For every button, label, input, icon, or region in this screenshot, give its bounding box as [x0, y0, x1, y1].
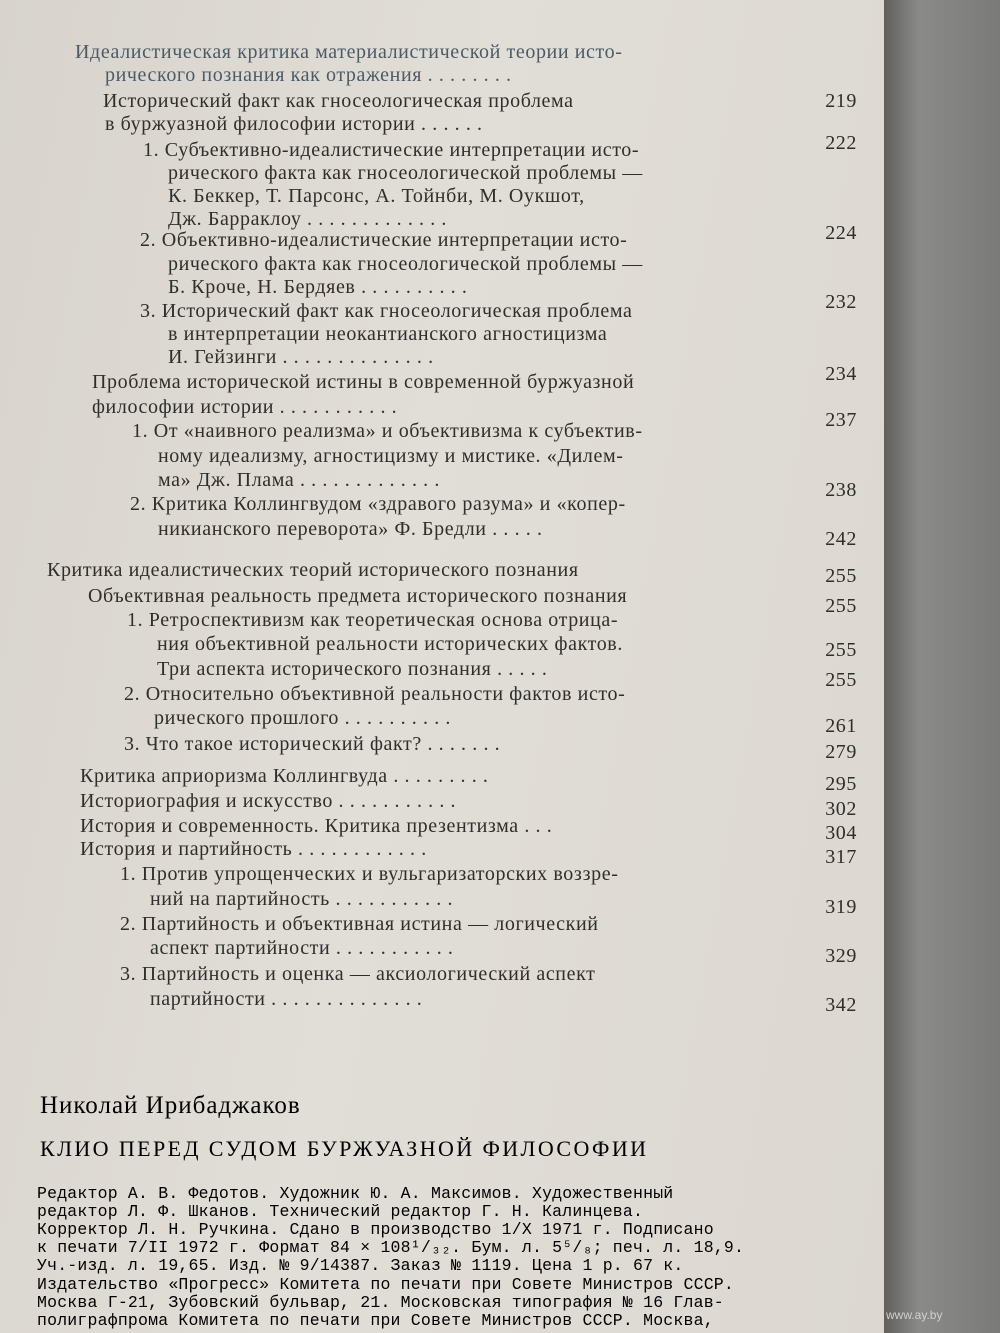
toc-line: 3. Исторический факт как гносеологическая проблема	[140, 300, 633, 322]
toc-line: 2. Объективно-идеалистические интерпретации исто-	[140, 229, 628, 251]
toc-line: Проблема исторической истины в современной буржуазной	[92, 371, 635, 393]
book-title: КЛИО ПЕРЕД СУДОМ БУРЖУАЗНОЙ ФИЛОСОФИИ	[40, 1136, 649, 1161]
toc-line: Критика идеалистических теорий исторического познания	[47, 559, 579, 581]
toc-line: рического факта как гносеологической проблемы —	[168, 162, 643, 184]
toc-page-number: 302	[825, 798, 857, 820]
toc-page-number: 219	[825, 90, 857, 112]
colophon-line: Москва Г-21, Зубовский бульвар, 21. Московская типография № 16 Глав-	[37, 1293, 724, 1312]
colophon-line: Корректор Л. Н. Ручкина. Сдано в производство 1/X 1971 г. Подписано	[37, 1220, 714, 1239]
toc-line: И. Гейзинги . . . . . . . . . . . . . .	[168, 346, 434, 368]
colophon-line: Редактор А. В. Федотов. Художник Ю. А. Максимов. Художественный	[37, 1184, 674, 1203]
toc-page-number: 255	[825, 595, 857, 617]
toc-page-number: 342	[825, 994, 857, 1016]
page-edge-shadow	[884, 0, 1000, 1333]
toc-page-number: 329	[825, 945, 857, 967]
toc-page-number: 304	[825, 822, 857, 844]
toc-page-number: 295	[825, 773, 857, 795]
toc-line: 1. От «наивного реализма» и объективизма к субъектив-	[132, 420, 643, 442]
toc-line: 3. Что такое исторический факт? . . . . . . .	[124, 733, 501, 755]
colophon-line: полиграфпрома Комитета по печати при Совете Министров СССР. Москва,	[37, 1311, 714, 1330]
toc-line: философии истории . . . . . . . . . . .	[92, 396, 398, 418]
toc-line: Б. Кроче, Н. Бердяев . . . . . . . . . .	[168, 276, 468, 298]
toc-line: рического факта как гносеологической проблемы —	[168, 253, 643, 275]
colophon-line: Уч.-изд. л. 19,65. Изд. № 9/14387. Заказ № 1119. Цена 1 р. 67 к.	[37, 1256, 684, 1275]
toc-page-number: 234	[825, 363, 857, 385]
toc-line: ний на партийность . . . . . . . . . . .	[150, 888, 454, 910]
toc-line: Объективная реальность предмета исторического познания	[88, 585, 628, 607]
toc-line: Историография и искусство . . . . . . . . . . .	[80, 790, 457, 812]
toc-line: 2. Критика Коллингвудом «здравого разума» и «копер-	[130, 493, 626, 515]
toc-line: 1. Против упрощенческих и вульгаризаторских воззре-	[120, 863, 619, 885]
toc-line: в буржуазной философии истории . . . . . .	[105, 113, 483, 135]
author-name: Николай Ирибаджаков	[40, 1092, 301, 1119]
toc-line: Критика априоризма Коллингвуда . . . . . . . . .	[80, 765, 489, 787]
toc-line: 3. Партийность и оценка — аксиологический аспект	[120, 963, 596, 985]
toc-line: К. Беккер, Т. Парсонс, А. Тойнби, М. Оукшот,	[168, 185, 585, 207]
colophon-line: редактор Л. Ф. Шканов. Технический редактор Г. Н. Калинцева.	[37, 1202, 644, 1221]
toc-line: никианского переворота» Ф. Бредли . . . . .	[158, 518, 543, 540]
toc-line: 1. Ретроспективизм как теоретическая основа отрица-	[127, 609, 619, 631]
toc-page-number: 261	[825, 715, 857, 737]
toc-page-number: 237	[825, 409, 857, 431]
toc-page-number: 238	[825, 479, 857, 501]
toc-line: ному идеализму, агностицизму и мистике. «Дилем-	[158, 445, 624, 467]
toc-page-number: 255	[825, 669, 857, 691]
toc-line: История и современность. Критика презентизма . . .	[80, 815, 553, 837]
toc-line: рического прошлого . . . . . . . . . .	[154, 707, 452, 729]
toc-line: ния объективной реальности исторических фактов.	[157, 633, 623, 655]
toc-line: ма» Дж. Плама . . . . . . . . . . . . .	[158, 469, 440, 491]
toc-line: рического познания как отражения . . . . . . . .	[105, 64, 512, 86]
toc-page-number: 317	[825, 846, 857, 868]
toc-line: История и партийность . . . . . . . . . . . .	[80, 838, 427, 860]
toc-page-number: 255	[825, 565, 857, 587]
toc-line: Три аспекта исторического познания . . . . .	[157, 658, 548, 680]
toc-line: Дж. Барраклоу . . . . . . . . . . . . .	[168, 208, 448, 230]
toc-line: Исторический факт как гносеологическая проблема	[103, 90, 574, 112]
toc-line: партийности . . . . . . . . . . . . . .	[150, 988, 423, 1010]
toc-page-number: 255	[825, 639, 857, 661]
toc-line: 1. Субъективно-идеалистические интерпретации исто-	[143, 139, 640, 161]
toc-line: 2. Партийность и объективная истина — логический	[120, 913, 599, 935]
watermark: www.ay.by	[886, 1308, 943, 1322]
toc-page-number: 279	[825, 741, 857, 763]
toc-page-number: 242	[825, 528, 857, 550]
colophon-line: Издательство «Прогресс» Комитета по печати при Совете Министров СССР.	[37, 1275, 735, 1294]
toc-page-number: 222	[825, 132, 857, 154]
toc-page-number: 319	[825, 896, 857, 918]
toc-page-number: 224	[825, 222, 857, 244]
toc-page-number: 232	[825, 291, 857, 313]
toc-line: аспект партийности . . . . . . . . . . .	[150, 937, 454, 959]
toc-line: 2. Относительно объективной реальности фактов исто-	[124, 683, 626, 705]
colophon-line: к печати 7/II 1972 г. Формат 84 × 108¹/₃₂. Бум. л. 5⁵/₈; печ. л. 18,9.	[37, 1238, 745, 1257]
toc-line: Идеалистическая критика материалистической теории исто-	[75, 41, 623, 63]
toc-line: в интерпретации неокантианского агностицизма	[168, 323, 608, 345]
